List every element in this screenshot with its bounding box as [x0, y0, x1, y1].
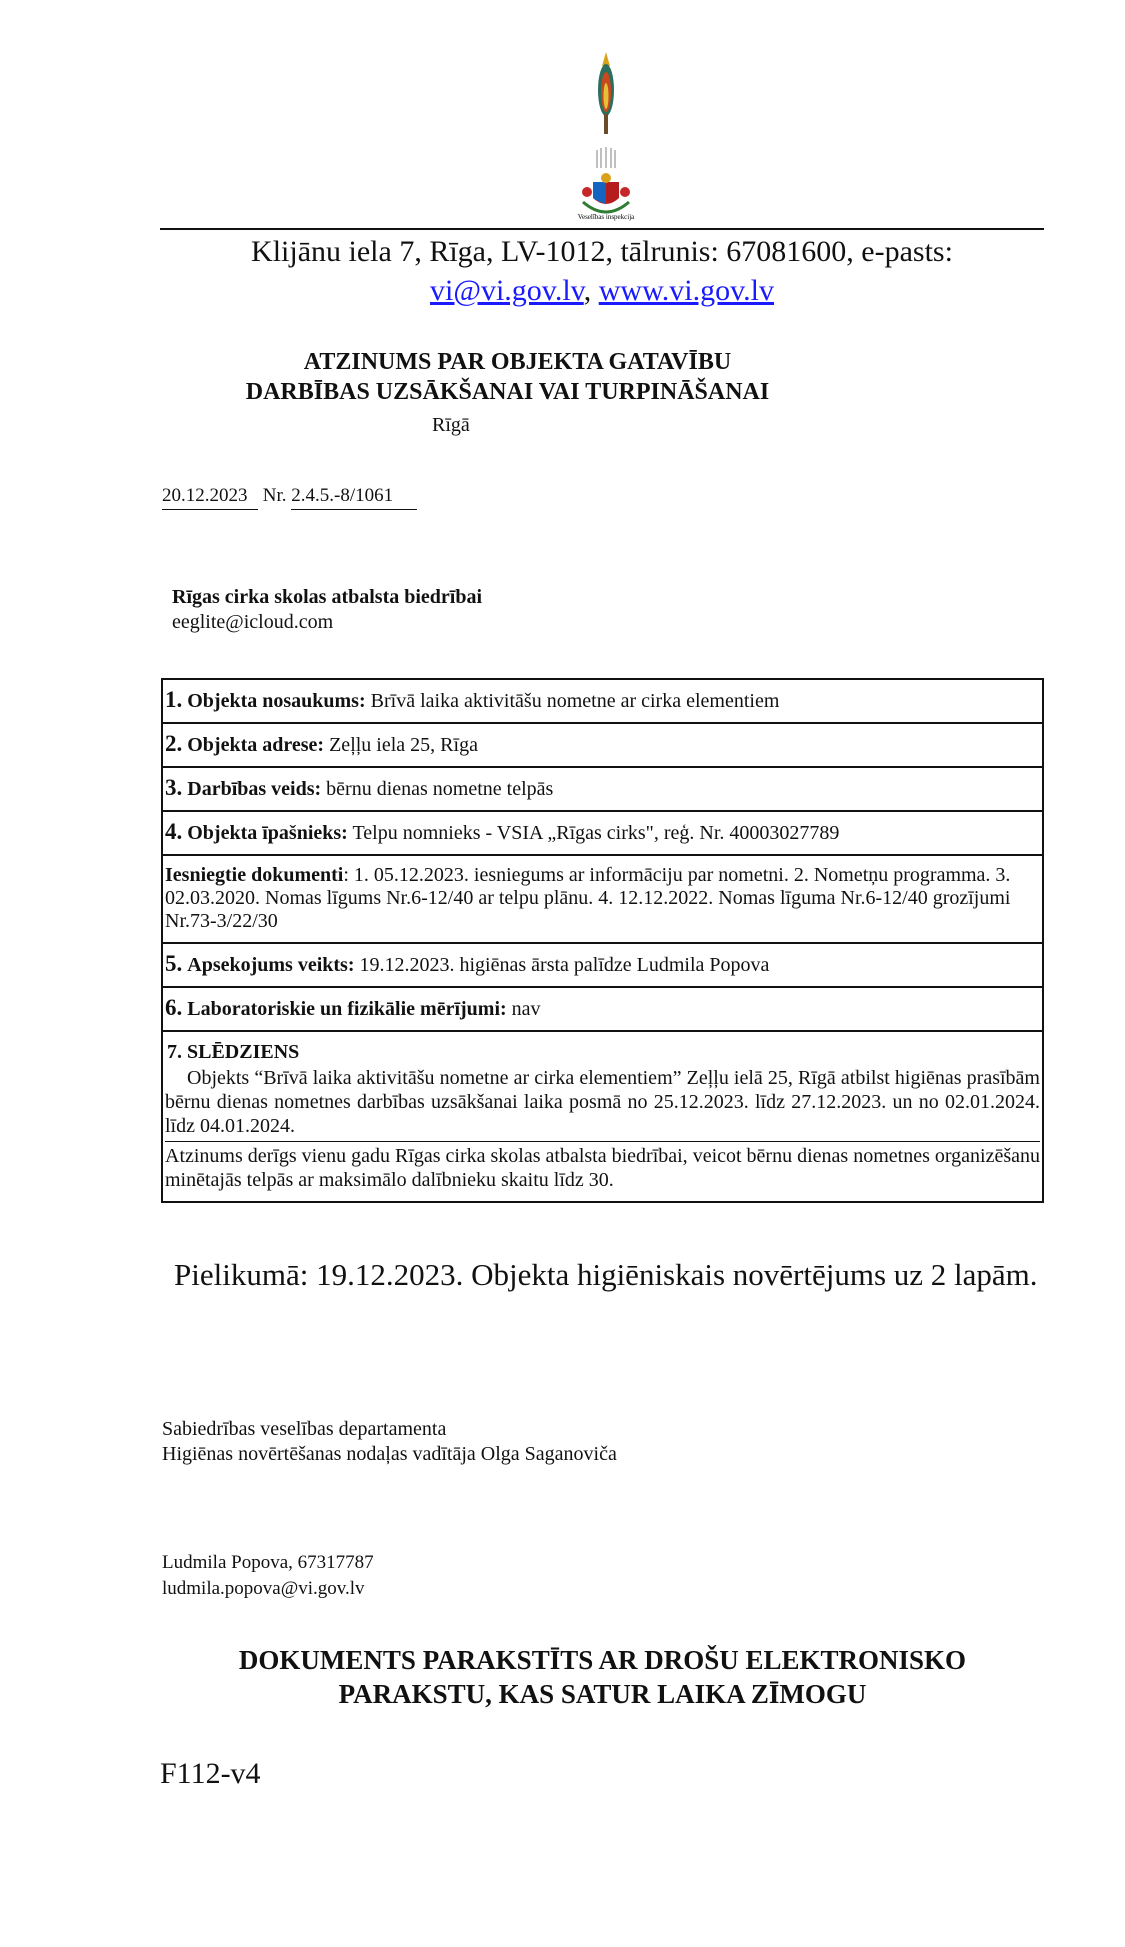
torch-emblem [597, 52, 615, 168]
row-value: 19.12.2023. higiēnas ārsta palīdze Ludmila Popova [354, 954, 770, 976]
recipient-email: eeglite@icloud.com [172, 611, 334, 633]
recipient-name: Rīgas cirka skolas atbalsta biedrībai [172, 586, 483, 608]
contact-name-phone: Ludmila Popova, 67317787 [162, 1552, 374, 1573]
signatory-department: Sabiedrības veselības departamenta [162, 1418, 447, 1440]
signature-stamp-line2: PARAKSTU, KAS SATUR LAIKA ZĪMOGU [338, 1679, 867, 1709]
document-date: 20.12.2023 [162, 485, 258, 510]
attachment-note: Pielikumā: 19.12.2023. Objekta higiēniskais novērtējums uz 2 lapām. [174, 1257, 1038, 1292]
row-number: 1. [165, 687, 183, 712]
logo-caption: Veselības inspekcija [577, 213, 635, 221]
header-rule [160, 228, 1044, 230]
table-row [162, 855, 1043, 943]
row-number: 3. [165, 775, 183, 800]
row-value: nav [506, 998, 541, 1020]
row-label: Objekta adrese: [187, 734, 325, 756]
row-label: Apsekojums veikts: [187, 954, 355, 976]
address-line: Klijānu iela 7, Rīga, LV-1012, tālrunis: 67081600, e-pasts: [251, 235, 953, 268]
veselibas-inspekcija-logo [575, 52, 637, 222]
row-label: Objekta īpašnieks: [187, 822, 348, 844]
table-row [162, 811, 1043, 855]
row-number: 6. [165, 995, 183, 1020]
row-label: Objekta nosaukums: [187, 690, 366, 712]
row-label: Laboratoriskie un fizikālie mērījumi: [187, 998, 507, 1020]
row-number: 5. [165, 951, 183, 976]
document-city: Rīgā [432, 414, 470, 436]
table-row [162, 679, 1043, 723]
contact-email: ludmila.popova@vi.gov.lv [162, 1578, 365, 1599]
signature-stamp-line1: DOKUMENTS PARAKSTĪTS AR DROŠU ELEKTRONISKO [238, 1645, 967, 1675]
table-row [162, 987, 1043, 1031]
coat-of-arms-emblem [582, 173, 630, 212]
row-number: 4. [165, 819, 183, 844]
row-label: Iesniegtie dokumenti [165, 864, 344, 886]
document-title-line2: DARBĪBAS UZSĀKŠANAI VAI TURPINĀŠANAI [245, 379, 770, 405]
row-label: Darbības veids: [187, 778, 322, 800]
table-row [162, 1031, 1043, 1202]
website-link[interactable]: www.vi.gov.lv [598, 274, 775, 307]
institution-address [160, 232, 1044, 310]
registration-line [162, 485, 417, 510]
conclusion-validity: Atzinums derīgs vienu gadu Rīgas cirka skolas atbalsta biedrībai, veicot bērnu dienas nometnes organizēšanu minētajās telpās ar maksimālo dalībnieku skaitu līdz 30. [165, 1141, 1040, 1192]
row-value: Brīvā laika aktivitāšu nometne ar cirka elementiem [365, 690, 780, 712]
row-value: : 1. 05.12.2023. iesniegums ar informāciju par nometni. 2. Nometņu programma. 3. 02.03.2020. Nomas līgums Nr.6-12/40 ar telpu plānu. 4. 12.12.2022. Nomas līguma Nr.6-12/40 grozījumi Nr.73-3/22/30 [165, 864, 1011, 932]
signatory-position: Higiēnas novērtēšanas nodaļas vadītāja Olga Saganoviča [162, 1443, 617, 1465]
document-title-line1: ATZINUMS PAR OBJEKTA GATAVĪBU [303, 349, 732, 375]
row-value: Zeļļu iela 25, Rīga [324, 734, 478, 756]
row-value: bērnu dienas nometne telpās [321, 778, 554, 800]
row-number: 2. [165, 731, 183, 756]
number-label: Nr. [262, 485, 287, 506]
email-link[interactable]: vi@vi.gov.lv [429, 274, 584, 307]
conclusion-heading: 7. SLĒDZIENS [167, 1041, 300, 1063]
conclusion-paragraph: Objekts “Brīvā laika aktivitāšu nometne ar cirka elementiem” Zeļļu ielā 25, Rīgā atbilst higiēnas prasībām bērnu dienas nometnes darbības uzsākšanai laika posmā no 25.12.2023. līdz 27.12.2023. un no 02.01.2024. līdz 04.01.2024. [165, 1067, 1040, 1137]
inspection-details-table [161, 678, 1044, 1203]
table-row [162, 723, 1043, 767]
table-row [162, 767, 1043, 811]
form-code: F112-v4 [160, 1757, 261, 1790]
link-separator: , [583, 274, 599, 307]
document-number: 2.4.5.-8/1061 [291, 485, 417, 510]
table-row [162, 943, 1043, 987]
row-value: Telpu nomnieks - VSIA „Rīgas cirks", reģ. Nr. 40003027789 [347, 822, 840, 844]
